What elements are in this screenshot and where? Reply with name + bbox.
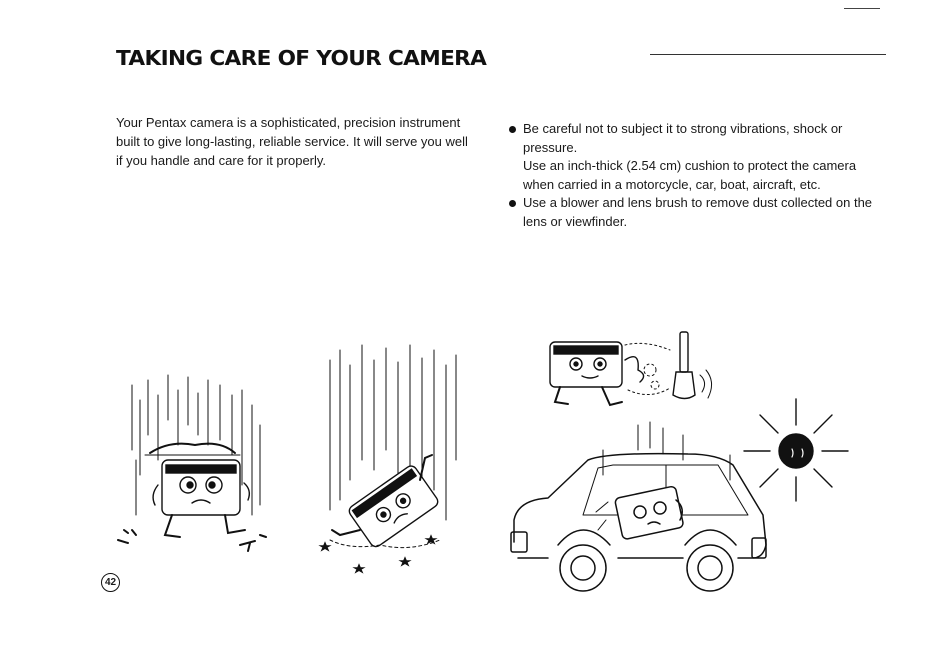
- care-instructions-list: [508, 120, 878, 231]
- bullet-item-vibration: [508, 120, 878, 194]
- camera-brush-cleaning-illustration: [530, 320, 730, 420]
- title-rule: [650, 54, 886, 55]
- intro-paragraph: Your Pentax camera is a sophisticated, precision instrument built to give long-lasting, reliable service. It will serve you well if you handle and care for it properly.: [116, 115, 468, 168]
- camera-in-rain-illustration: [110, 365, 280, 565]
- bullet-item-dust: [508, 194, 878, 231]
- bullet-text: Use an inch-thick (2.54 cm) cushion to protect the camera when carried in a motorcycle, car, boat, aircraft, etc.: [523, 158, 857, 192]
- camera-in-hot-car-illustration: [508, 420, 778, 600]
- page-title: TAKING CARE OF YOUR CAMERA: [116, 46, 487, 70]
- top-corner-rule: [844, 8, 880, 9]
- bullet-dot: [509, 126, 516, 133]
- bullet-text: Use a blower and lens brush to remove dust collected on the lens or viewfinder.: [523, 195, 873, 229]
- camera-falling-in-rain-illustration: [300, 340, 470, 580]
- bullet-dot: [509, 200, 516, 207]
- bullet-text: Be careful not to subject it to strong vibrations, shock or pressure.: [523, 121, 843, 155]
- page-number: 42: [101, 573, 120, 592]
